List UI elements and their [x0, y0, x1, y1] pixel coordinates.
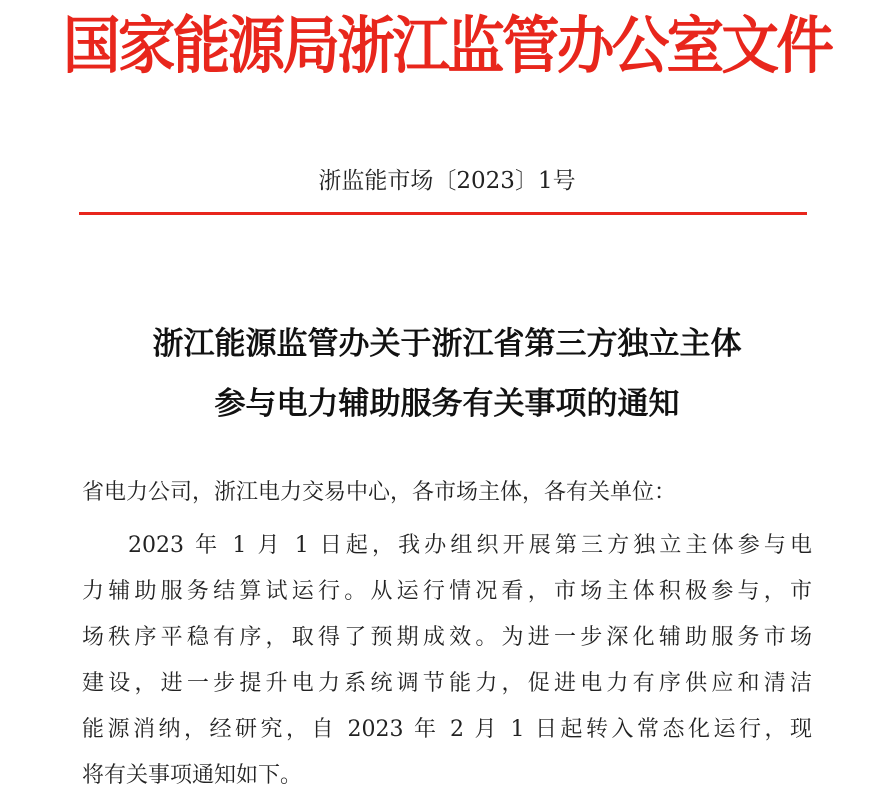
paragraph-line: 2023 年 1 月 1 日起，我办组织开展第三方独立主体参与电 — [128, 533, 812, 558]
paragraph-line: 能源消纳，经研究，自 2023 年 2 月 1 日起转入常态化运行，现 — [82, 717, 812, 742]
document-number: 浙监能市场〔2023〕1号 — [318, 168, 576, 194]
document-title-line-2: 参与电力辅助服务有关事项的通知 — [214, 386, 680, 422]
red-divider-line — [79, 212, 807, 215]
document-masthead: 国家能源局浙江监管办公室文件 — [62, 9, 832, 82]
addressee-line: 省电力公司，浙江电力交易中心，各市场主体，各有关单位： — [82, 480, 677, 505]
paragraph-line: 建设，进一步提升电力系统调节能力，促进电力有序供应和清洁 — [82, 671, 812, 696]
paragraph-line: 将有关事项通知如下。 — [82, 763, 303, 788]
paragraph-line: 力辅助服务结算试运行。从运行情况看，市场主体积极参与，市 — [82, 579, 812, 604]
paragraph-line: 场秩序平稳有序，取得了预期成效。为进一步深化辅助服务市场 — [82, 625, 812, 650]
document-title-line-1: 浙江能源监管办关于浙江省第三方独立主体 — [152, 326, 742, 362]
